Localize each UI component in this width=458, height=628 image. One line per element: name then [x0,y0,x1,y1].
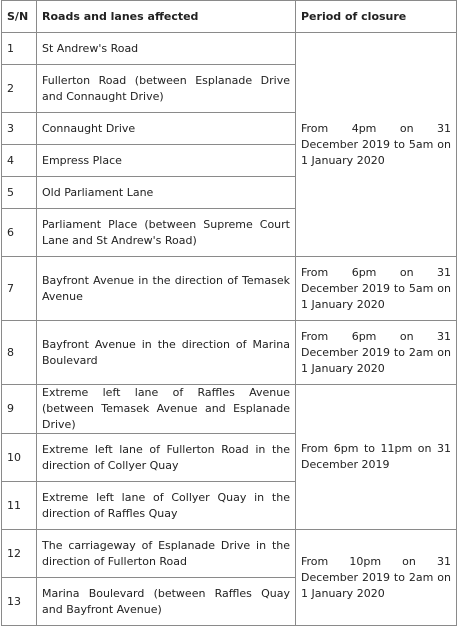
row-sn: 12 [2,530,37,578]
row-sn: 10 [2,434,37,482]
row-sn: 5 [2,177,37,209]
row-sn: 13 [2,578,37,626]
road-closures-table [1,0,457,626]
row-road: Connaught Drive [37,113,296,145]
row-road: Extreme left lane of Raffles Avenue (between Temasek Avenue and Esplanade Drive) [37,385,296,434]
closure-period: From 4pm on 31 December 2019 to 5am on 1 January 2020 [296,33,457,257]
closure-period: From 10pm on 31 December 2019 to 2am on 1 January 2020 [296,530,457,626]
table-row [2,33,457,65]
row-road: Extreme left lane of Fullerton Road in the direction of Collyer Quay [37,434,296,482]
closure-period: From 6pm on 31 December 2019 to 2am on 1 January 2020 [296,321,457,385]
row-road: Bayfront Avenue in the direction of Marina Boulevard [37,321,296,385]
row-sn: 9 [2,385,37,434]
row-sn: 2 [2,65,37,113]
row-road: Old Parliament Lane [37,177,296,209]
row-road: Parliament Place (between Supreme Court Lane and St Andrew's Road) [37,209,296,257]
header-period: Period of closure [296,1,457,33]
closure-period: From 6pm on 31 December 2019 to 5am on 1 January 2020 [296,257,457,321]
row-road: Bayfront Avenue in the direction of Temasek Avenue [37,257,296,321]
row-road: Extreme left lane of Collyer Quay in the direction of Raffles Quay [37,482,296,530]
row-road: Empress Place [37,145,296,177]
row-sn: 8 [2,321,37,385]
closure-period: From 6pm to 11pm on 31 December 2019 [296,385,457,530]
row-sn: 4 [2,145,37,177]
row-road: St Andrew's Road [37,33,296,65]
row-sn: 3 [2,113,37,145]
table-row [2,321,457,385]
row-sn: 7 [2,257,37,321]
row-sn: 1 [2,33,37,65]
row-road: The carriageway of Esplanade Drive in the direction of Fullerton Road [37,530,296,578]
table-row [2,257,457,321]
row-road: Marina Boulevard (between Raffles Quay and Bayfront Avenue) [37,578,296,626]
row-road: Fullerton Road (between Esplanade Drive and Connaught Drive) [37,65,296,113]
header-roads: Roads and lanes affected [37,1,296,33]
row-sn: 6 [2,209,37,257]
header-sn: S/N [2,1,37,33]
table-row [2,385,457,434]
row-sn: 11 [2,482,37,530]
header-row [2,1,457,33]
table-row [2,530,457,578]
